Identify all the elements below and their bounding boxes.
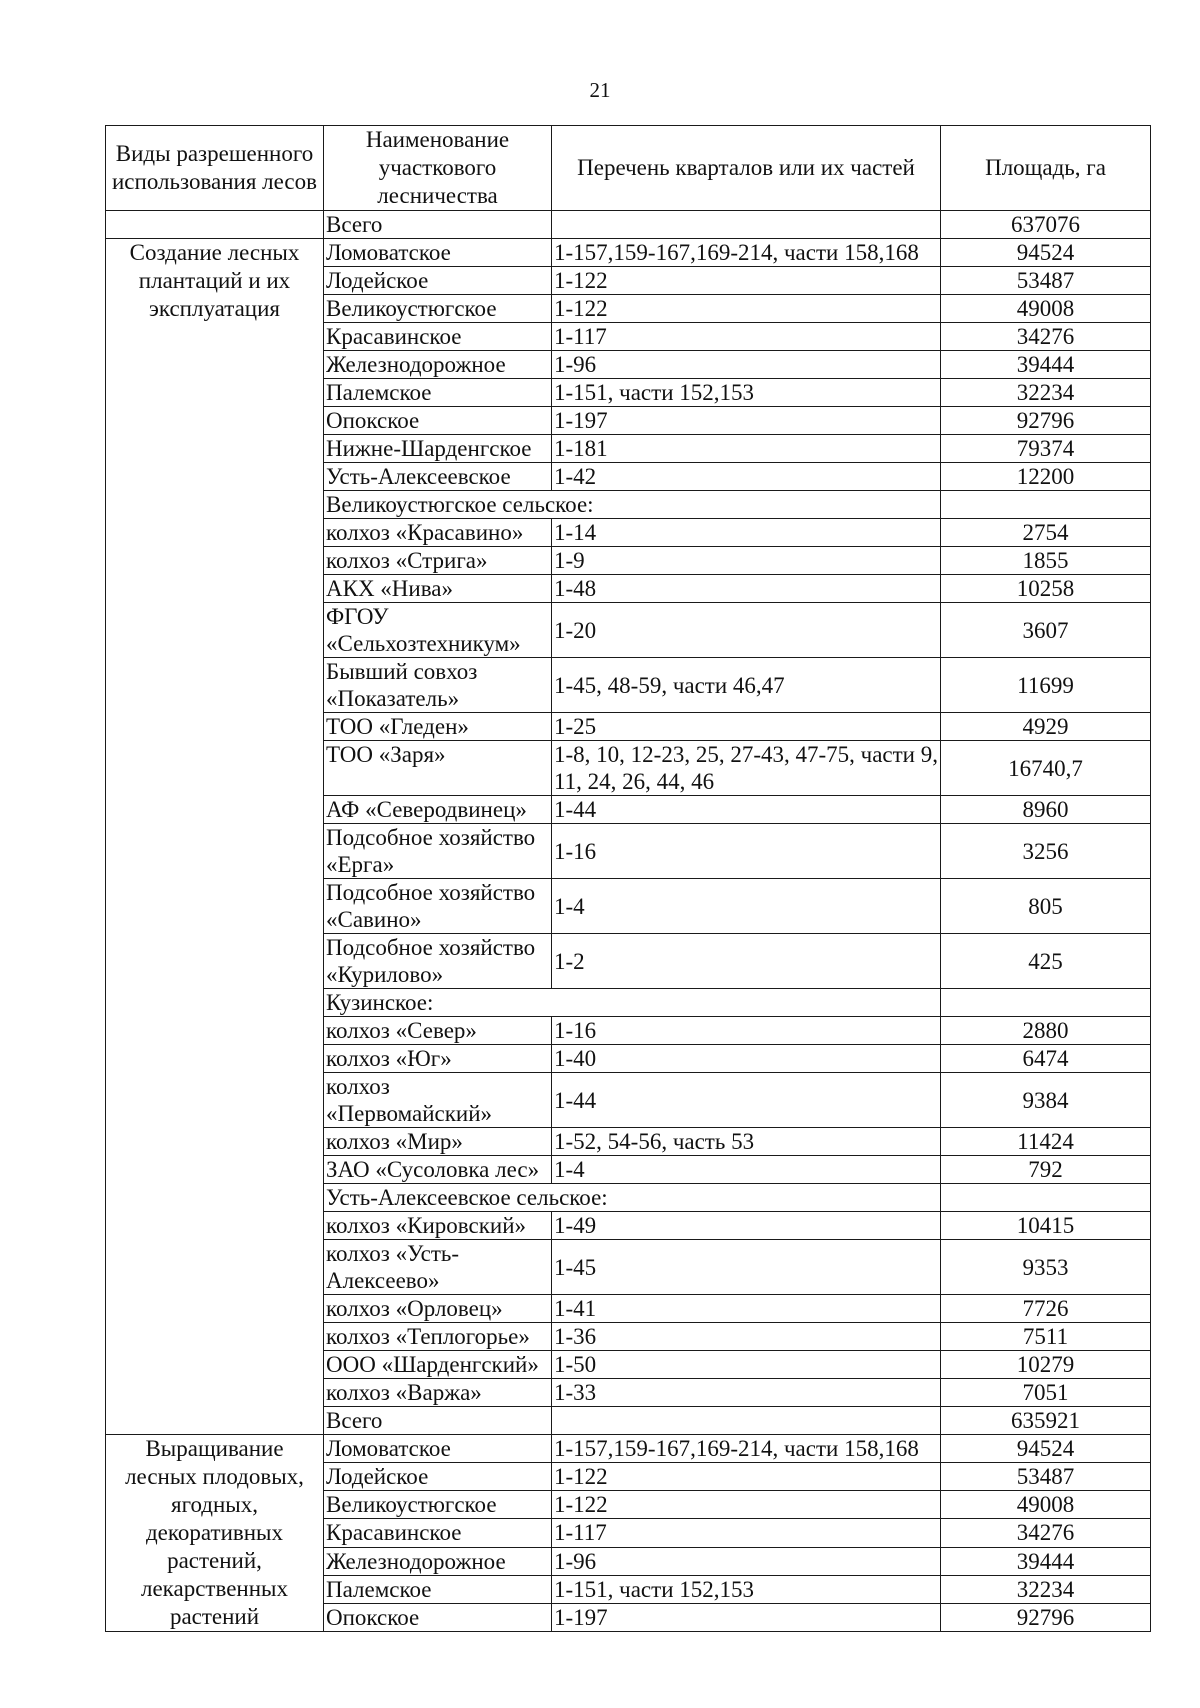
forestry-name: Палемское bbox=[324, 1575, 552, 1603]
area-value: 53487 bbox=[941, 267, 1151, 295]
area-value: 11699 bbox=[941, 658, 1151, 713]
table-row bbox=[106, 239, 1151, 267]
forestry-name: Палемское bbox=[324, 379, 552, 407]
header-quarters: Перечень кварталов или их частей bbox=[552, 126, 941, 211]
forestry-name: Нижне-Шарденгское bbox=[324, 435, 552, 463]
forestry-name: Опокское bbox=[324, 407, 552, 435]
area-value: 2754 bbox=[941, 519, 1151, 547]
quarters-list: 1-8, 10, 12-23, 25, 27-43, 47-75, части 9, 11, 24, 26, 44, 46 bbox=[552, 741, 941, 796]
area-value: 11424 bbox=[941, 1128, 1151, 1156]
quarters-list: 1-181 bbox=[552, 435, 941, 463]
quarters-list: 1-122 bbox=[552, 1463, 941, 1491]
use-type-cell: Создание лесных плантаций и их эксплуатация bbox=[106, 239, 324, 1435]
quarters-list: 1-49 bbox=[552, 1212, 941, 1240]
quarters-list: 1-41 bbox=[552, 1295, 941, 1323]
section-area-empty bbox=[941, 989, 1151, 1017]
forestry-name: колхоз «Кировский» bbox=[324, 1212, 552, 1240]
quarters-list: 1-117 bbox=[552, 323, 941, 351]
forestry-name: колхоз «Север» bbox=[324, 1017, 552, 1045]
header-use-type: Виды разрешенного использования лесов bbox=[106, 126, 324, 211]
forestry-name: ФГОУ «Сельхозтехникум» bbox=[324, 603, 552, 658]
quarters-list: 1-96 bbox=[552, 1547, 941, 1575]
area-value: 3256 bbox=[941, 824, 1151, 879]
quarters-list: 1-20 bbox=[552, 603, 941, 658]
area-value: 53487 bbox=[941, 1463, 1151, 1491]
quarters-list: 1-45, 48-59, части 46,47 bbox=[552, 658, 941, 713]
area-value: 32234 bbox=[941, 1575, 1151, 1603]
area-value: 16740,7 bbox=[941, 741, 1151, 796]
total-quarters-empty bbox=[552, 1407, 941, 1435]
forest-use-table bbox=[105, 125, 1151, 1632]
section-label: Усть-Алексеевское сельское: bbox=[324, 1184, 941, 1212]
quarters-list: 1-14 bbox=[552, 519, 941, 547]
forestry-name: колхоз «Орловец» bbox=[324, 1295, 552, 1323]
forestry-name: Ломоватское bbox=[324, 1435, 552, 1463]
forestry-name: Подсобное хозяйство «Курилово» bbox=[324, 934, 552, 989]
forestry-name: ЗАО «Сусоловка лес» bbox=[324, 1156, 552, 1184]
quarters-list: 1-9 bbox=[552, 547, 941, 575]
area-value: 1855 bbox=[941, 547, 1151, 575]
quarters-list: 1-2 bbox=[552, 934, 941, 989]
forestry-name: колхоз «Красавино» bbox=[324, 519, 552, 547]
table-row bbox=[106, 1435, 1151, 1463]
forestry-name: Подсобное хозяйство «Савино» bbox=[324, 879, 552, 934]
header-area: Площадь, га bbox=[941, 126, 1151, 211]
area-value: 39444 bbox=[941, 1547, 1151, 1575]
forestry-name: Ломоватское bbox=[324, 239, 552, 267]
total-row bbox=[106, 211, 1151, 239]
forestry-name: Бывший совхоз «Показатель» bbox=[324, 658, 552, 713]
area-value: 34276 bbox=[941, 1519, 1151, 1547]
area-value: 9353 bbox=[941, 1240, 1151, 1295]
quarters-list: 1-16 bbox=[552, 824, 941, 879]
quarters-list: 1-25 bbox=[552, 713, 941, 741]
forestry-name: Красавинское bbox=[324, 1519, 552, 1547]
area-value: 79374 bbox=[941, 435, 1151, 463]
section-label: Кузинское: bbox=[324, 989, 941, 1017]
area-value: 94524 bbox=[941, 1435, 1151, 1463]
quarters-list: 1-4 bbox=[552, 879, 941, 934]
quarters-list: 1-197 bbox=[552, 1603, 941, 1631]
area-value: 2880 bbox=[941, 1017, 1151, 1045]
quarters-list: 1-151, части 152,153 bbox=[552, 1575, 941, 1603]
area-value: 3607 bbox=[941, 603, 1151, 658]
quarters-list: 1-44 bbox=[552, 1073, 941, 1128]
area-value: 4929 bbox=[941, 713, 1151, 741]
forestry-name: Великоустюгское bbox=[324, 295, 552, 323]
area-value: 92796 bbox=[941, 407, 1151, 435]
quarters-list: 1-4 bbox=[552, 1156, 941, 1184]
area-value: 7051 bbox=[941, 1379, 1151, 1407]
quarters-list: 1-36 bbox=[552, 1323, 941, 1351]
forestry-name: колхоз «Варжа» bbox=[324, 1379, 552, 1407]
forestry-name: колхоз «Усть-Алексеево» bbox=[324, 1240, 552, 1295]
forestry-name: АКХ «Нива» bbox=[324, 575, 552, 603]
forestry-name: Лодейское bbox=[324, 1463, 552, 1491]
forestry-name: ТОО «Гледен» bbox=[324, 713, 552, 741]
quarters-list: 1-42 bbox=[552, 463, 941, 491]
forestry-name: Железнодорожное bbox=[324, 351, 552, 379]
area-value: 792 bbox=[941, 1156, 1151, 1184]
area-value: 34276 bbox=[941, 323, 1151, 351]
quarters-list: 1-96 bbox=[552, 351, 941, 379]
area-value: 7511 bbox=[941, 1323, 1151, 1351]
quarters-list: 1-48 bbox=[552, 575, 941, 603]
forestry-name: Железнодорожное bbox=[324, 1547, 552, 1575]
area-value: 39444 bbox=[941, 351, 1151, 379]
area-value: 6474 bbox=[941, 1045, 1151, 1073]
area-value: 10258 bbox=[941, 575, 1151, 603]
forestry-name: Великоустюгское bbox=[324, 1491, 552, 1519]
area-value: 12200 bbox=[941, 463, 1151, 491]
area-value: 9384 bbox=[941, 1073, 1151, 1128]
forestry-name: ТОО «Заря» bbox=[324, 741, 552, 796]
section-area-empty bbox=[941, 491, 1151, 519]
header-row bbox=[106, 126, 1151, 211]
area-value: 32234 bbox=[941, 379, 1151, 407]
quarters-list: 1-122 bbox=[552, 1491, 941, 1519]
area-value: 10415 bbox=[941, 1212, 1151, 1240]
use-type-cell: Выращивание лесных плодовых, ягодных, декоративных растений, лекарственных растений bbox=[106, 1435, 324, 1632]
area-value: 805 bbox=[941, 879, 1151, 934]
forestry-name: АФ «Северодвинец» bbox=[324, 796, 552, 824]
area-value: 92796 bbox=[941, 1603, 1151, 1631]
total-quarters-empty bbox=[552, 211, 941, 239]
forestry-name: колхоз «Стрига» bbox=[324, 547, 552, 575]
area-value: 8960 bbox=[941, 796, 1151, 824]
quarters-list: 1-117 bbox=[552, 1519, 941, 1547]
quarters-list: 1-122 bbox=[552, 267, 941, 295]
area-value: 94524 bbox=[941, 239, 1151, 267]
forestry-name: Лодейское bbox=[324, 267, 552, 295]
quarters-list: 1-157,159-167,169-214, части 158,168 bbox=[552, 1435, 941, 1463]
quarters-list: 1-44 bbox=[552, 796, 941, 824]
quarters-list: 1-157,159-167,169-214, части 158,168 bbox=[552, 239, 941, 267]
forestry-name: колхоз «Юг» bbox=[324, 1045, 552, 1073]
forestry-name: колхоз «Первомайский» bbox=[324, 1073, 552, 1128]
use-type-empty-cell bbox=[106, 211, 324, 239]
section-label: Великоустюгское сельское: bbox=[324, 491, 941, 519]
total-area: 637076 bbox=[941, 211, 1151, 239]
area-value: 7726 bbox=[941, 1295, 1151, 1323]
total-label: Всего bbox=[324, 1407, 552, 1435]
forestry-name: Подсобное хозяйство «Ерга» bbox=[324, 824, 552, 879]
forestry-name: колхоз «Мир» bbox=[324, 1128, 552, 1156]
total-area: 635921 bbox=[941, 1407, 1151, 1435]
forestry-name: Опокское bbox=[324, 1603, 552, 1631]
quarters-list: 1-40 bbox=[552, 1045, 941, 1073]
area-value: 10279 bbox=[941, 1351, 1151, 1379]
area-value: 49008 bbox=[941, 295, 1151, 323]
forestry-name: колхоз «Теплогорье» bbox=[324, 1323, 552, 1351]
quarters-list: 1-33 bbox=[552, 1379, 941, 1407]
quarters-list: 1-45 bbox=[552, 1240, 941, 1295]
quarters-list: 1-122 bbox=[552, 295, 941, 323]
quarters-list: 1-50 bbox=[552, 1351, 941, 1379]
page-number: 21 bbox=[589, 78, 611, 102]
forestry-name: Усть-Алексеевское bbox=[324, 463, 552, 491]
table-body bbox=[106, 211, 1151, 1632]
forestry-name: ООО «Шарденгский» bbox=[324, 1351, 552, 1379]
total-label: Всего bbox=[324, 211, 552, 239]
section-area-empty bbox=[941, 1184, 1151, 1212]
area-value: 425 bbox=[941, 934, 1151, 989]
header-forestry-name: Наименование участкового лесничества bbox=[324, 126, 552, 211]
area-value: 49008 bbox=[941, 1491, 1151, 1519]
quarters-list: 1-197 bbox=[552, 407, 941, 435]
forestry-name: Красавинское bbox=[324, 323, 552, 351]
quarters-list: 1-16 bbox=[552, 1017, 941, 1045]
quarters-list: 1-151, части 152,153 bbox=[552, 379, 941, 407]
quarters-list: 1-52, 54-56, часть 53 bbox=[552, 1128, 941, 1156]
